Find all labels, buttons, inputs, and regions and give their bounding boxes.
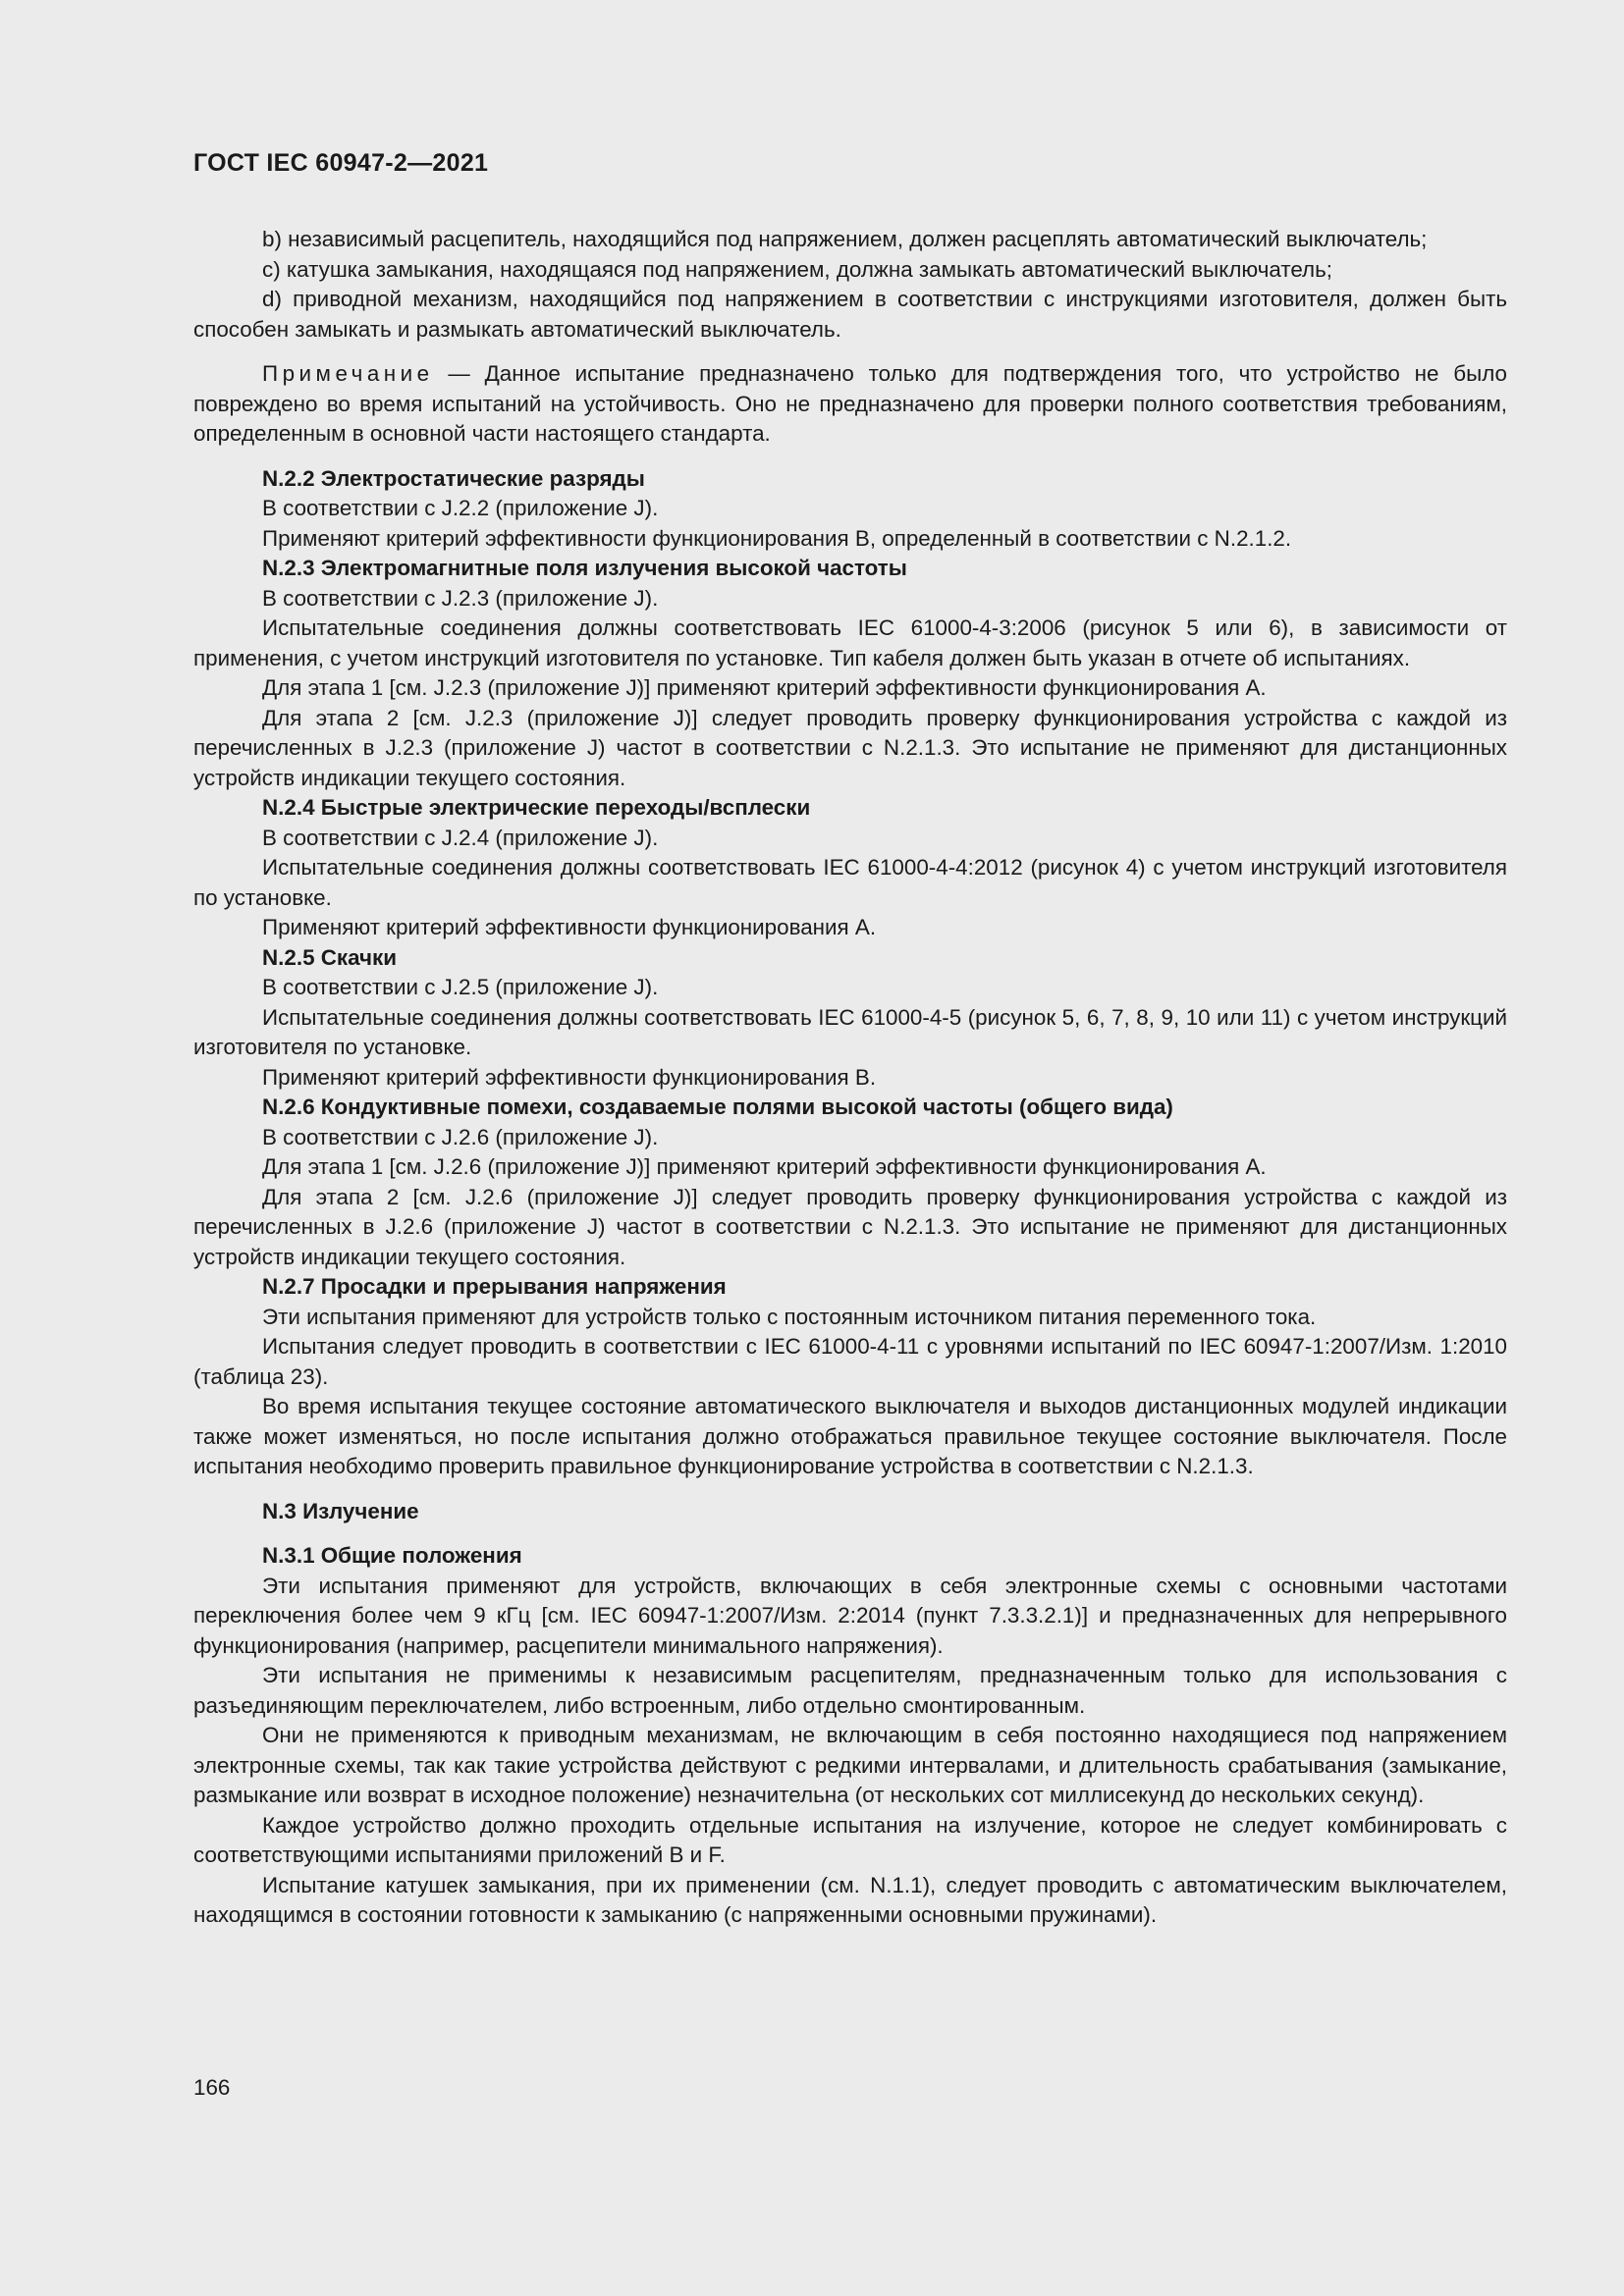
n27-paragraph-1: Эти испытания применяют для устройств только с постоянным источником питания переменного тока. [262, 1304, 1317, 1329]
n25-paragraph-1: В соответствии с J.2.5 (приложение J). [262, 975, 659, 999]
document-body [193, 225, 1507, 1931]
document-header: ГОСТ IEC 60947-2—2021 [193, 149, 489, 177]
n26-paragraph-1: В соответствии с J.2.6 (приложение J). [262, 1124, 659, 1149]
n25-paragraph-3: Применяют критерий эффективности функционирования В. [262, 1064, 877, 1090]
n24-paragraph-2: Испытательные соединения должны соответствовать IEC 61000-4-4:2012 (рисунок 4) с учетом инструкций изготовителя по установке. [193, 855, 1507, 910]
n22-paragraph-1: В соответствии с J.2.2 (приложение J). [262, 496, 659, 520]
n31-paragraph-3: Они не применяются к приводным механизмам, не включающим в себя постоянно находящиеся под напряжением электронные схемы, так как такие устройства действуют с редкими интервалами, и длительность срабатывания (замыкание, размыкание или возврат в исходное положение) незначительна (от нескольких сот миллисекунд до нескольких секунд). [193, 1723, 1507, 1807]
section-heading-n26: N.2.6 Кондуктивные помехи, создаваемые полями высокой частоты (общего вида) [262, 1095, 1173, 1119]
n26-paragraph-3: Для этапа 2 [см. J.2.6 (приложение J)] следует проводить проверку функционирования устройства с каждой из перечисленных в J.2.6 (приложение J) частот в соответствии с N.2.1.3. Это испытание не применяют для дистанционных устройств индикации текущего состояния. [193, 1184, 1507, 1269]
n31-paragraph-2: Эти испытания не применимы к независимым расцепителям, предназначенным только для использования с разъединяющим переключателем, либо встроенным, либо отдельно смонтированным. [193, 1663, 1507, 1718]
note [193, 359, 1507, 450]
n26-paragraph-2: Для этапа 1 [см. J.2.6 (приложение J)] применяют критерий эффективности функционирования А. [262, 1154, 1267, 1179]
n23-paragraph-1: В соответствии с J.2.3 (приложение J). [262, 585, 659, 611]
section-heading-n23: N.2.3 Электромагнитные поля излучения высокой частоты [262, 556, 907, 580]
n23-paragraph-2: Испытательные соединения должны соответствовать IEC 61000-4-3:2006 (рисунок 5 или 6), в зависимости от применения, с учетом инструкций изготовителя по установке. Тип кабеля должен быть указан в отчете об испытаниях. [193, 615, 1507, 670]
page-number: 166 [193, 2075, 231, 2100]
section-heading-n31: N.3.1 Общие положения [262, 1543, 522, 1568]
n23-paragraph-3: Для этапа 1 [см. J.2.3 (приложение J)] применяют критерий эффективности функционирования А. [262, 675, 1267, 700]
section-heading-n3: N.3 Излучение [262, 1498, 419, 1523]
n27-paragraph-3: Во время испытания текущее состояние автоматического выключателя и выходов дистанционных модулей индикации также может изменяться, но после испытания должно отображаться правильное текущее состояние выключателя. После испытания необходимо проверить правильное функционирование устройства в соответствии с N.2.1.3. [193, 1394, 1507, 1478]
paragraph-b: b) независимый расцепитель, находящийся под напряжением, должен расцеплять автоматический выключатель; [262, 227, 1428, 251]
n31-paragraph-1: Эти испытания применяют для устройств, включающих в себя электронные схемы с основными частотами переключения более чем 9 кГц [см. IEC 60947-1:2007/Изм. 2:2014 (пункт 7.3.3.2.1)] и предназначенных для непрерывного функционирования (например, расцепители минимального напряжения). [193, 1573, 1507, 1658]
paragraph-c: c) катушка замыкания, находящаяся под напряжением, должна замыкать автоматический выключатель; [262, 256, 1332, 282]
section-heading-n25: N.2.5 Скачки [262, 944, 397, 970]
n31-paragraph-5: Испытание катушек замыкания, при их применении (см. N.1.1), следует проводить с автоматическим выключателем, находящимся в состоянии готовности к замыканию (с напряженными основными пружинами). [193, 1872, 1507, 1927]
n24-paragraph-3: Применяют критерий эффективности функционирования А. [262, 915, 877, 939]
section-heading-n27: N.2.7 Просадки и прерывания напряжения [262, 1274, 727, 1299]
section-heading-n24: N.2.4 Быстрые электрические переходы/всплески [262, 795, 811, 820]
n23-paragraph-4: Для этапа 2 [см. J.2.3 (приложение J)] следует проводить проверку функционирования устройства с каждой из перечисленных в J.2.3 (приложение J) частот в соответствии с N.2.1.3. Это испытание не применяют для дистанционных устройств индикации текущего состояния. [193, 705, 1507, 790]
note-text: — Данное испытание предназначено только для подтверждения того, что устройство не было повреждено во время испытаний на устойчивость. Оно не предназначено для проверки полного соответствия требованиям, определенным в основной части настоящего стандарта. [193, 361, 1507, 446]
section-heading-n22: N.2.2 Электростатические разряды [262, 465, 645, 491]
n24-paragraph-1: В соответствии с J.2.4 (приложение J). [262, 825, 659, 850]
n27-paragraph-2: Испытания следует проводить в соответствии с IEC 61000-4-11 с уровнями испытаний по IEC 60947-1:2007/Изм. 1:2010 (таблица 23). [193, 1334, 1507, 1389]
n25-paragraph-2: Испытательные соединения должны соответствовать IEC 61000-4-5 (рисунок 5, 6, 7, 8, 9, 10 или 11) с учетом инструкций изготовителя по установке. [193, 1004, 1507, 1059]
n22-paragraph-2: Применяют критерий эффективности функционирования В, определенный в соответствии с N.2.1.2. [262, 525, 1292, 551]
paragraph-d: d) приводной механизм, находящийся под напряжением в соответствии с инструкциями изготовителя, должен быть способен замыкать и размыкать автоматический выключатель. [193, 287, 1507, 342]
note-label: Примечание [262, 361, 434, 386]
n31-paragraph-4: Каждое устройство должно проходить отдельные испытания на излучение, которое не следует комбинировать с соответствующими испытаниями приложений В и F. [193, 1812, 1507, 1867]
